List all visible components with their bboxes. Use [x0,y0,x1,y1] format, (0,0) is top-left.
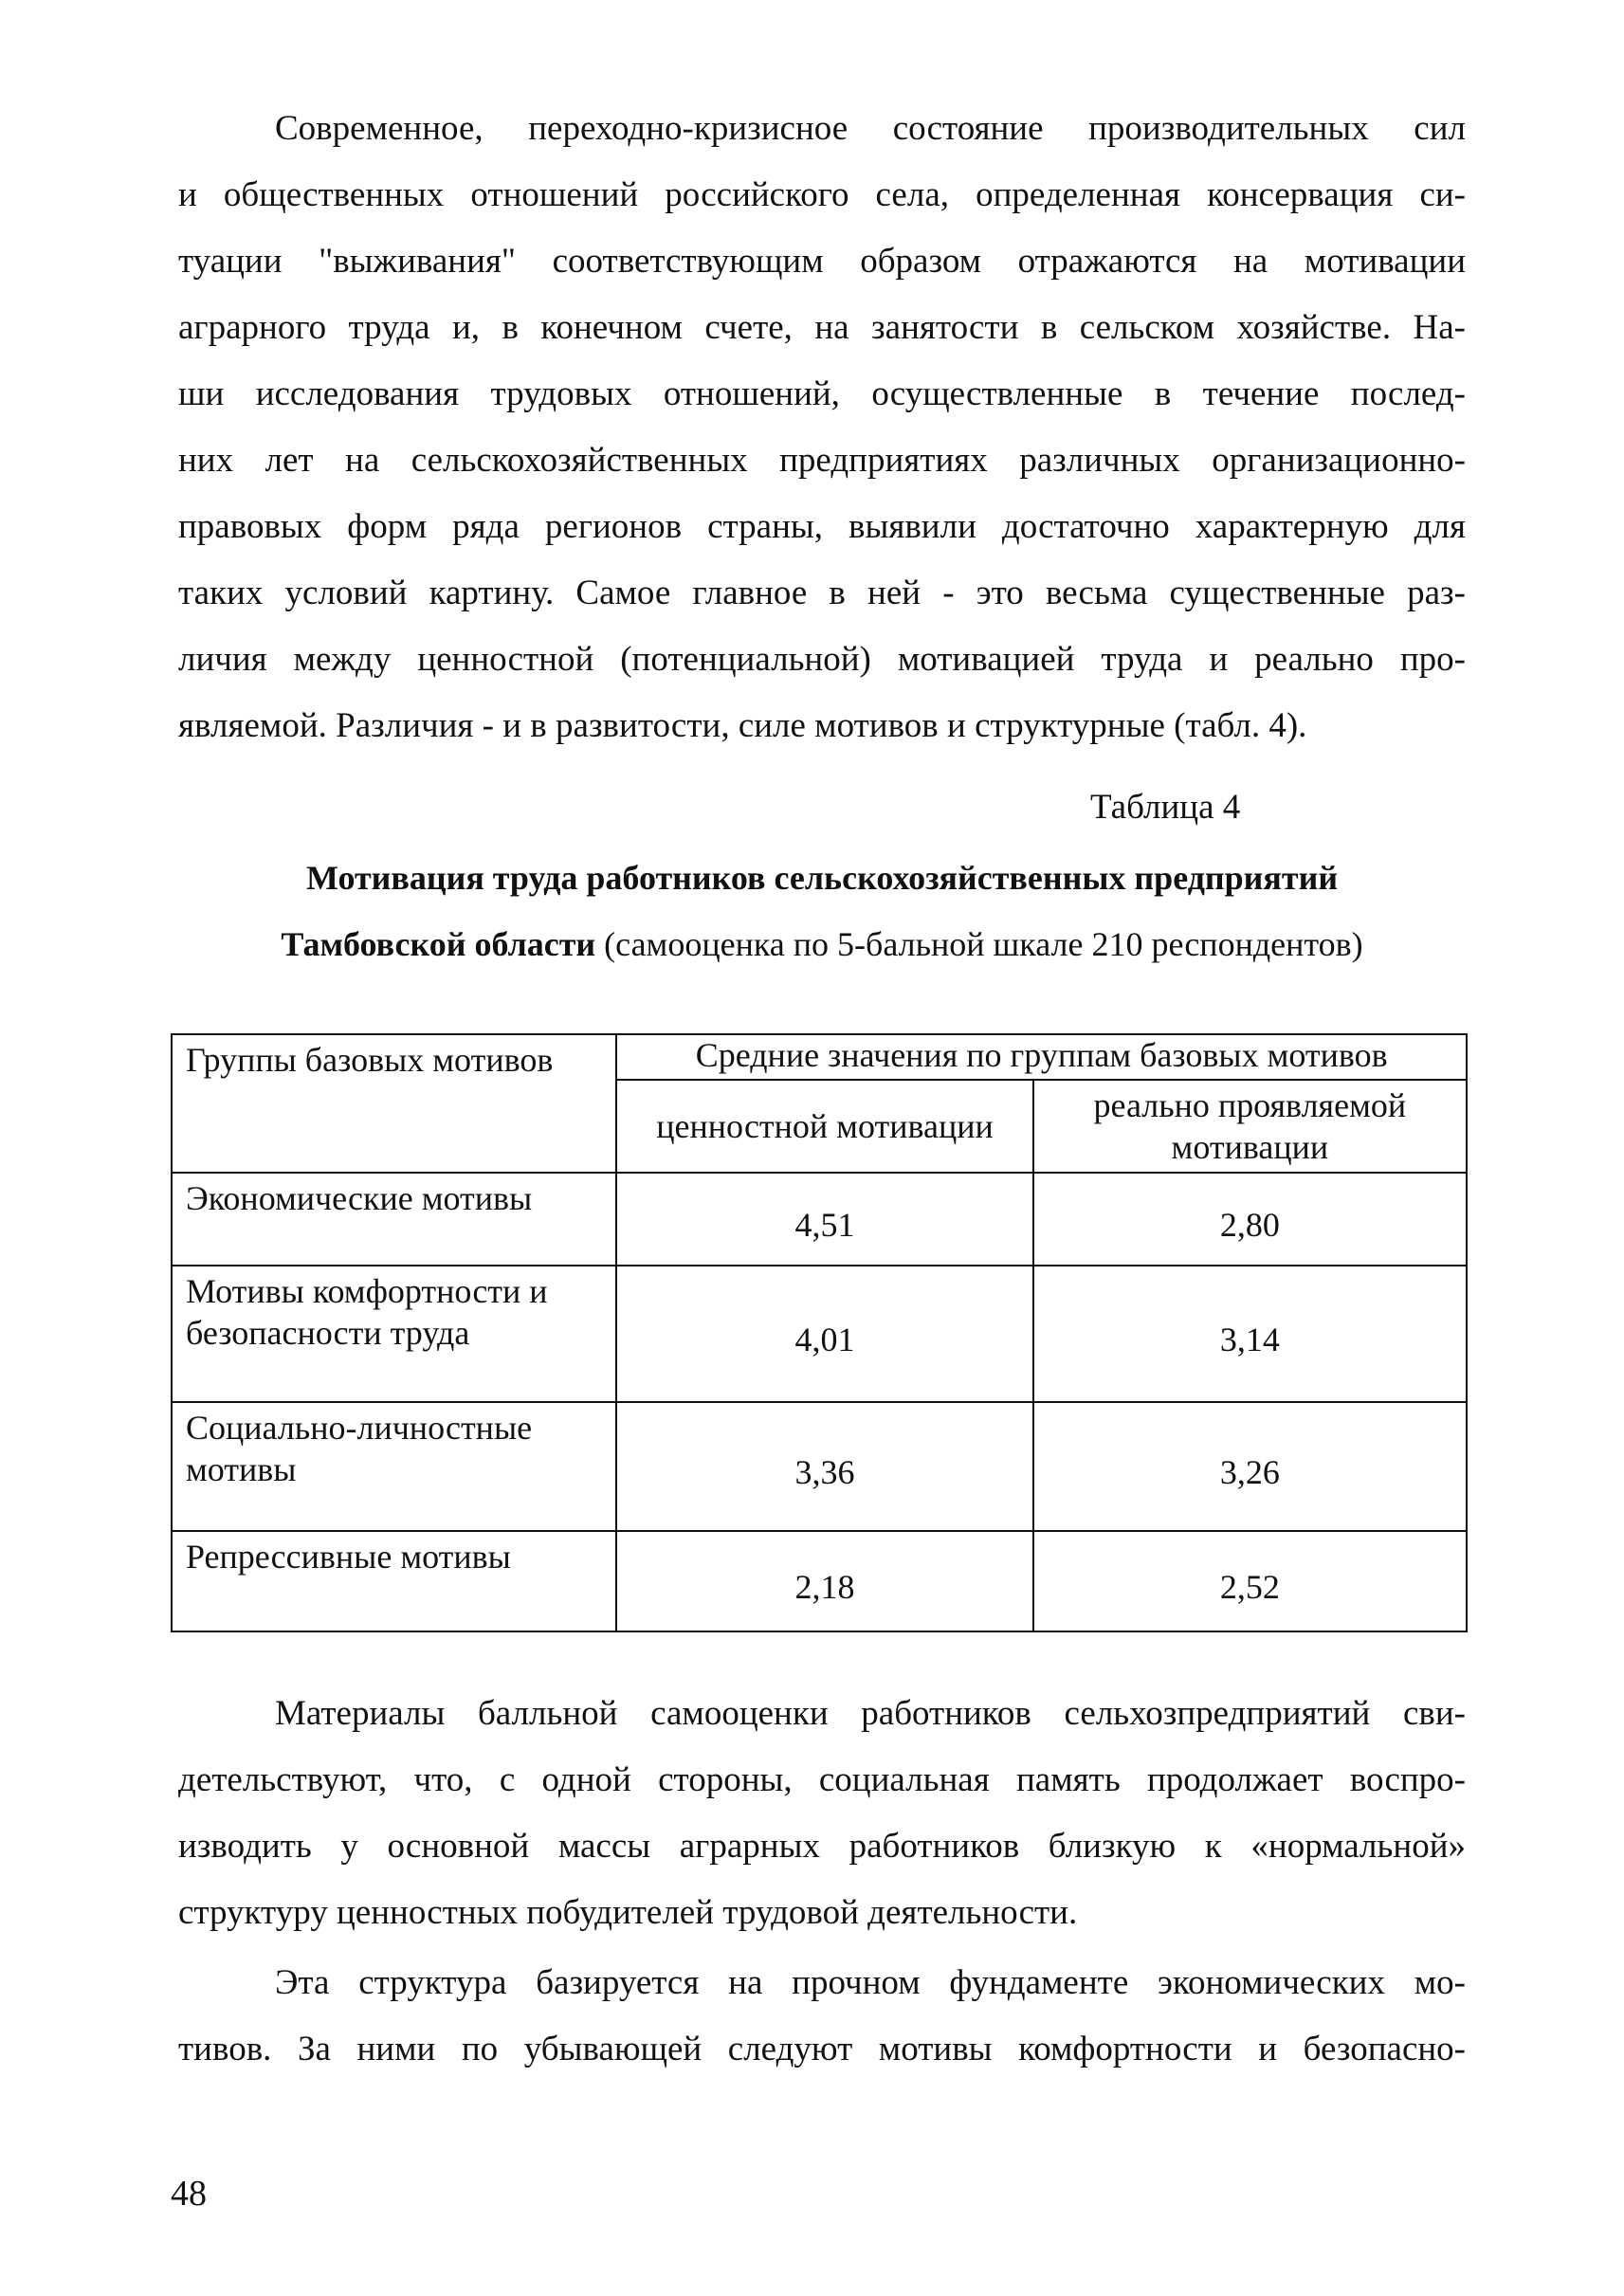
table-cell-real: 3,14 [1033,1266,1467,1402]
motivation-table [171,1033,1468,1632]
paragraph-1-line-1: Современное, переходно-кризисное состояние производительных сил [275,109,1466,148]
paragraph-1-line-9: личия между ценностной (потенциальной) мотивацией труда и реально про- [178,640,1466,679]
table-number-label: Таблица 4 [1090,788,1241,827]
table-title-note: (самооценка по 5-бальной шкале 210 респондентов) [595,925,1363,963]
table-cell-group: Репрессивные мотивы [172,1531,616,1631]
table-header-value-motivation: ценностной мотивации [616,1080,1032,1173]
paragraph-3-line-1: Эта структура базируется на прочном фундаменте экономических мо- [275,1963,1466,2002]
table-title-region: Тамбовской области [281,925,596,963]
table-row [172,1266,1467,1402]
paragraph-2-line-4: структуру ценностных побудителей трудовой деятельности. [178,1893,1078,1932]
paragraph-1-line-7: правовых форм ряда регионов страны, выявили достаточно характерную для [178,507,1466,546]
table-header-real-motivation: реально проявляемой мотивации [1033,1080,1467,1173]
paragraph-2-line-2: детельствуют, что, с одной стороны, социальная память продолжает воспро- [178,1760,1466,1799]
paragraph-1-line-4: аграрного труда и, в конечном счете, на занятости в сельском хозяйстве. На- [178,308,1466,347]
table-cell-value: 2,18 [616,1531,1032,1631]
page-number: 48 [171,2174,207,2214]
table-cell-group: Мотивы комфортности и безопасности труда [172,1266,616,1402]
paragraph-1-line-10: являемой. Различия - и в развитости, силе мотивов и структурные (табл. 4). [178,706,1307,745]
paragraph-1-line-2: и общественных отношений российского села, определенная консервация си- [178,175,1466,214]
table-cell-value: 3,36 [616,1402,1032,1531]
table-row [172,1402,1467,1531]
table-cell-value: 4,01 [616,1266,1032,1402]
table-cell-group: Социально-личностные мотивы [172,1402,616,1531]
table-title-line-1: Мотивация труда работников сельскохозяйственных предприятий [305,859,1339,897]
paragraph-1-line-8: таких условий картину. Самое главное в ней - это весьма существенные раз- [178,574,1466,612]
table-header-groups: Группы базовых мотивов [172,1034,616,1173]
paragraph-2-line-3: изводить у основной массы аграрных работников близкую к «нормальной» [178,1827,1466,1866]
table-cell-real: 3,26 [1033,1402,1467,1531]
table-cell-real: 2,80 [1033,1173,1467,1266]
table-cell-group: Экономические мотивы [172,1173,616,1266]
table-header-averages: Средние значения по группам базовых мотивов [616,1034,1467,1080]
table-title-line-2 [178,923,1466,965]
paragraph-1-line-6: них лет на сельскохозяйственных предприятиях различных организационно- [178,441,1466,480]
table-row [172,1173,1467,1266]
table-cell-value: 4,51 [616,1173,1032,1266]
table-row [172,1531,1467,1631]
paragraph-2-line-1: Материалы балльной самооценки работников сельхозпредприятий сви- [275,1694,1466,1733]
paragraph-3-line-2: тивов. За ними по убывающей следуют мотивы комфортности и безопасно- [178,2030,1466,2068]
table-cell-real: 2,52 [1033,1531,1467,1631]
table-header-row-1 [172,1034,1467,1080]
paragraph-1-line-5: ши исследования трудовых отношений, осуществленные в течение послед- [178,374,1466,413]
paragraph-1-line-3: туации "выживания" соответствующим образом отражаются на мотивации [178,242,1466,281]
